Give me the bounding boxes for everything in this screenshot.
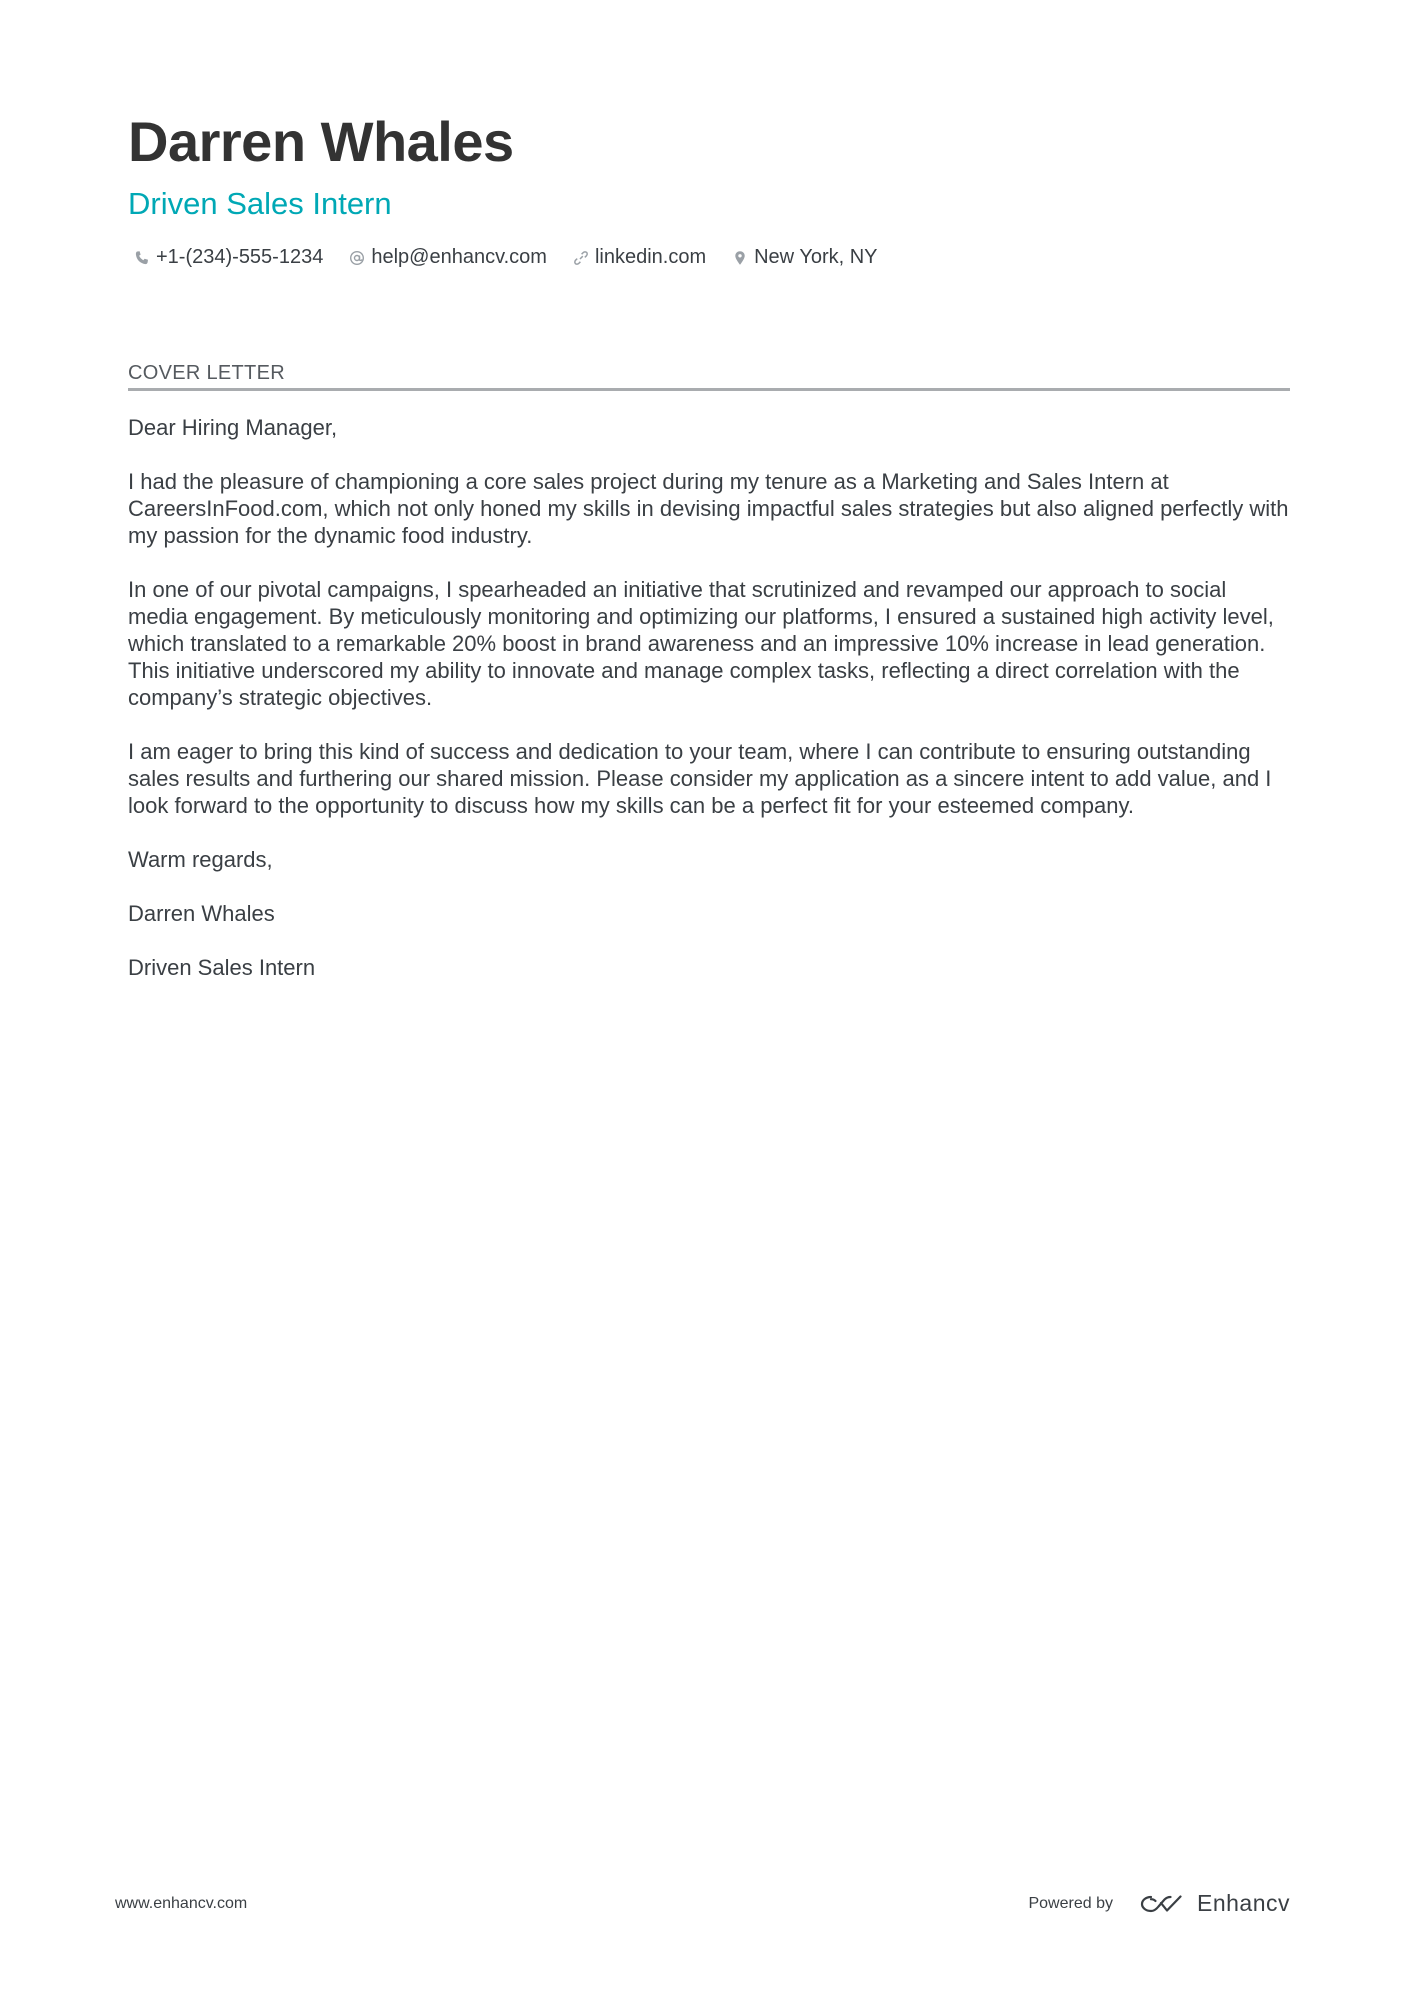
letter-paragraph: In one of our pivotal campaigns, I spearheaded an initiative that scrutinized and revamped our approach to social media engagement. By meticulously monitoring and optimizing our platforms, I ensured a sustained high activity level, which translated to a remarkable 20% boost in brand awareness and an impressive 10% increase in lead generation. This initiative underscored my ability to innovate and manage complex tasks, reflecting a direct correlation with the company’s strategic objectives. — [128, 577, 1274, 710]
footer-branding — [1028, 1890, 1290, 1917]
contact-email[interactable] — [349, 246, 547, 269]
contact-linkedin-text[interactable]: linkedin.com — [594, 246, 707, 268]
section-heading-cover-letter: COVER LETTER — [128, 360, 1290, 391]
letter-closing: Warm regards, — [128, 847, 273, 872]
contact-linkedin[interactable] — [573, 246, 706, 269]
location-pin-icon — [732, 250, 748, 266]
letter-paragraph: I had the pleasure of championing a core sales project during my tenure as a Marketing and Sales Intern at CareersInFood.com, which not only honed my skills in devising impactful sales strategies but also aligned perfectly with my passion for the dynamic food industry. — [128, 469, 1289, 548]
letter-body — [128, 414, 1290, 1008]
link-icon — [573, 250, 589, 266]
candidate-name: Darren Whales — [128, 110, 514, 173]
candidate-title: Driven Sales Intern — [128, 186, 392, 221]
phone-icon — [134, 250, 150, 266]
contact-phone — [134, 246, 323, 269]
footer-website[interactable]: www.enhancv.com — [115, 1895, 248, 1912]
letter-paragraph: I am eager to bring this kind of success and dedication to your team, where I can contribute to ensuring outstanding sales results and furthering our shared mission. Please consider my application as a sincere intent to add value, and I look forward to the opportunity to discuss how my skills can be a perfect fit for your esteemed company. — [128, 739, 1272, 818]
contact-email-text[interactable]: help@enhancv.com — [371, 246, 547, 268]
contact-info — [134, 246, 904, 269]
signature-title: Driven Sales Intern — [128, 955, 316, 980]
brand-logo[interactable] — [1139, 1890, 1290, 1917]
contact-location — [732, 246, 877, 269]
brand-name: Enhancv — [1196, 1890, 1290, 1916]
contact-location-text: New York, NY — [754, 246, 878, 268]
enhancv-logo-icon — [1139, 1892, 1197, 1916]
contact-phone-text: +1-(234)-555-1234 — [156, 246, 324, 268]
powered-by-text: Powered by — [1028, 1894, 1113, 1912]
letter-greeting: Dear Hiring Manager, — [128, 415, 338, 440]
at-icon — [349, 250, 365, 266]
signature-name: Darren Whales — [128, 901, 275, 926]
